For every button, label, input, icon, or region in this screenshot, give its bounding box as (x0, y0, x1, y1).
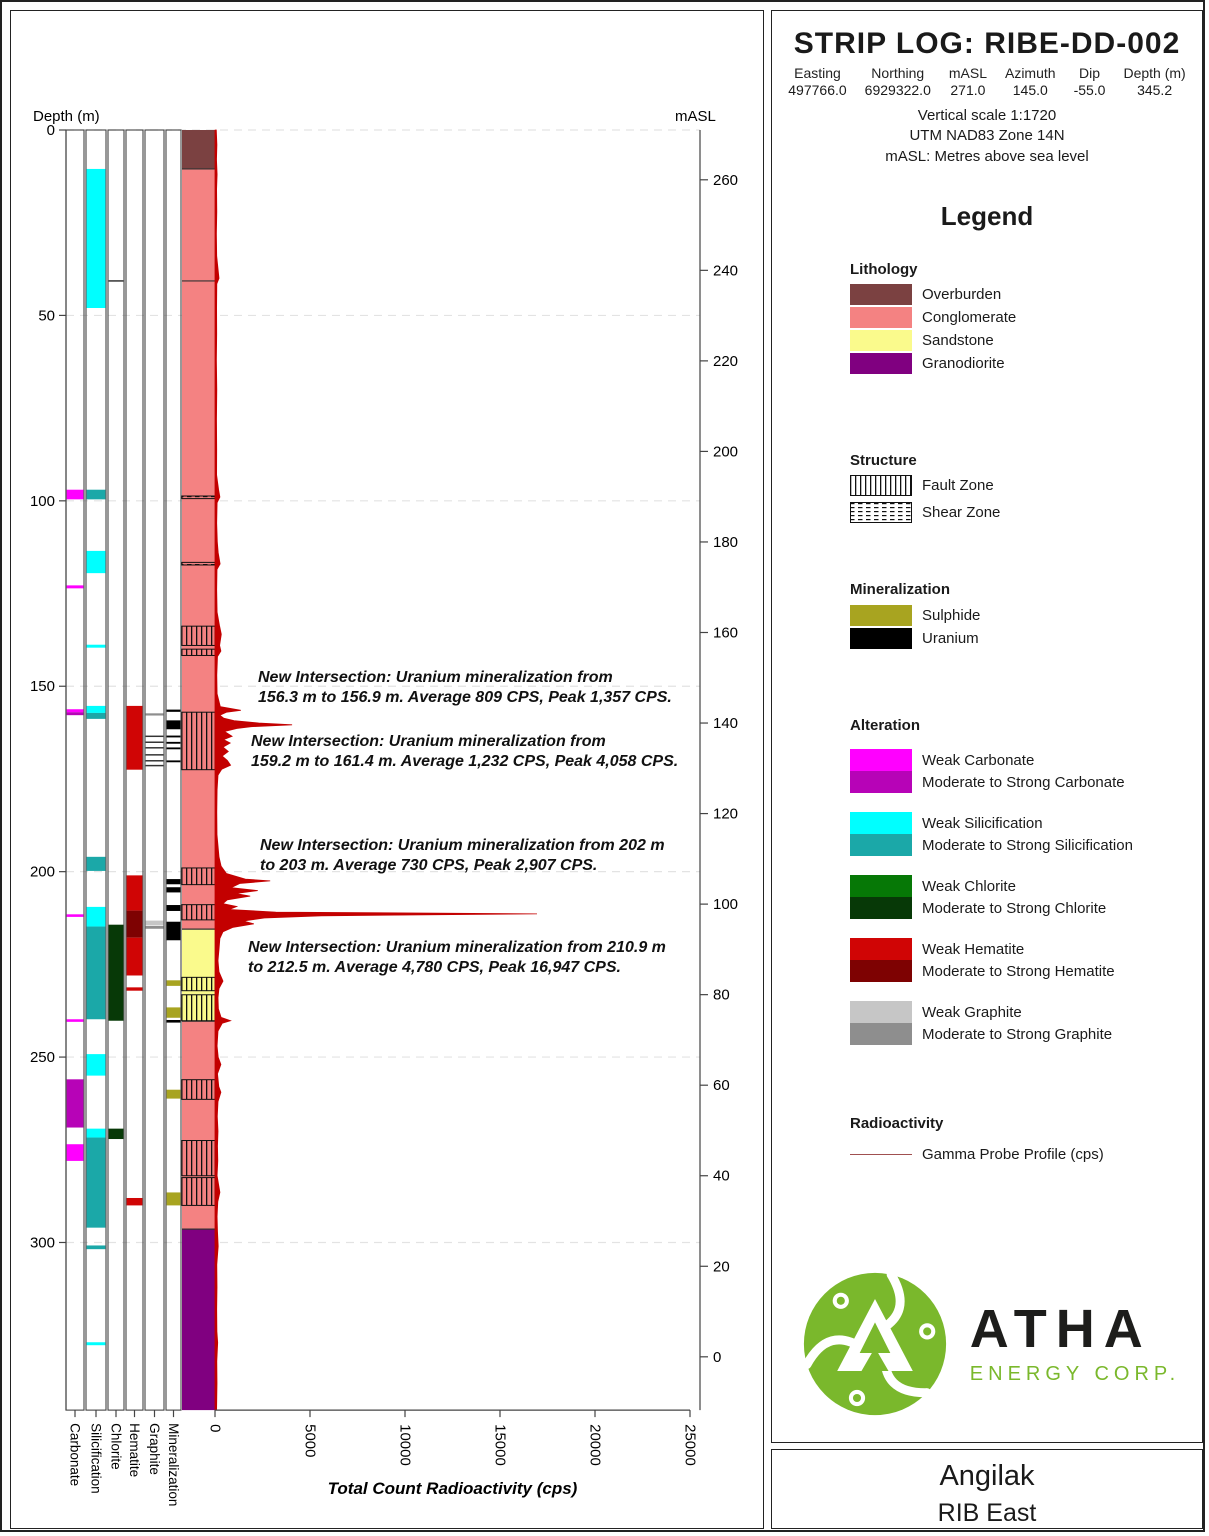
masl-tick-label: 260 (713, 171, 739, 189)
hole-info-value: 6929322.0 (864, 82, 931, 98)
masl-axis-title: mASL (675, 108, 716, 125)
alteration-pair-labels (922, 875, 1106, 919)
legend-items (850, 749, 1190, 1045)
hole-info-value: 271.0 (950, 82, 986, 98)
silicification-interval (87, 857, 106, 871)
silicification-interval (87, 1138, 106, 1228)
silicification-interval (87, 1129, 106, 1138)
structure-fault (182, 712, 215, 769)
weak-label: Weak Hematite (922, 940, 1025, 958)
scale-note-masl: mASL: Metres above sea level (885, 147, 1089, 165)
legend-item-label: Gamma Probe Profile (cps) (922, 1146, 1104, 1163)
legend-item-label: Fault Zone (922, 477, 994, 494)
annotation-line: 159.2 m to 161.4 m. Average 1,232 CPS, Peak 4,058 CPS. (251, 752, 679, 770)
mineralization-interval (167, 879, 181, 884)
masl-tick-label: 240 (713, 262, 739, 280)
legend-item (850, 628, 1190, 649)
legend-item-pair (850, 812, 1190, 856)
carbonate-interval (67, 1144, 84, 1161)
chlorite-interval (109, 280, 124, 281)
masl-tick-label: 180 (713, 533, 739, 551)
graphite-interval (146, 926, 164, 929)
strip-log-panel (10, 10, 764, 1529)
strong-swatch (850, 960, 912, 982)
legend-item (850, 284, 1190, 305)
alteration-pair-swatch (850, 812, 912, 856)
radioactivity-tick-label: 20000 (586, 1424, 604, 1466)
annotation-line: 156.3 m to 156.9 m. Average 809 CPS, Peak 1,357 CPS. (258, 688, 672, 706)
weak-swatch (850, 1001, 912, 1023)
hole-info-field (856, 65, 940, 98)
hole-info-label: Northing (871, 65, 925, 81)
legend-section-title: Structure (850, 452, 917, 469)
carbonate-interval (67, 1079, 84, 1127)
strong-swatch (850, 1023, 912, 1045)
legend-item-label: Sandstone (922, 332, 994, 349)
graphite-interval (146, 713, 164, 715)
structure-fault (182, 1178, 215, 1206)
track-label-hematite: Hematite (127, 1423, 142, 1478)
legend-items (850, 605, 1190, 649)
depth-tick-label: 100 (29, 492, 55, 510)
track-label-graphite: Graphite (147, 1423, 162, 1475)
legend-item-label: Shear Zone (922, 504, 1001, 521)
legend-item (850, 502, 1190, 523)
masl-tick-label: 0 (713, 1348, 722, 1366)
structure-fault (182, 905, 215, 920)
radioactivity-tick-label: 15000 (491, 1424, 509, 1466)
masl-tick-label: 220 (713, 352, 739, 370)
silicification-interval (87, 551, 106, 573)
alteration-pair-swatch (850, 1001, 912, 1045)
alteration-pair-swatch (850, 749, 912, 793)
weak-swatch (850, 875, 912, 897)
intersection-annotation (248, 938, 666, 977)
strong-label: Moderate to Strong Graphite (922, 1025, 1113, 1043)
track-label-chlorite: Chlorite (108, 1423, 124, 1470)
structure-fault (182, 626, 215, 645)
track-graphite (145, 130, 164, 1410)
graphite-interval (146, 921, 164, 925)
mineralization-interval (167, 1192, 181, 1205)
depth-tick-label: 250 (29, 1049, 55, 1067)
hole-info-field (779, 65, 855, 98)
logo-company-name: ATHA (969, 1299, 1152, 1359)
silicification-interval (87, 645, 106, 648)
lithology-swatch (850, 330, 912, 351)
legend-item-label: Overburden (922, 286, 1002, 303)
silicification-interval (87, 713, 106, 719)
weak-label: Weak Carbonate (922, 751, 1035, 769)
graphite-interval (146, 747, 164, 748)
track-mineralization (166, 130, 181, 1410)
legend-section-alteration (850, 717, 1190, 1064)
structure-shear (182, 496, 215, 499)
lithology-swatch (850, 353, 912, 374)
carbonate-interval (67, 914, 84, 917)
scale-note-utm: UTM NAD83 Zone 14N (909, 127, 1065, 145)
gamma-line-swatch (850, 1154, 912, 1155)
masl-tick-label: 100 (713, 896, 739, 914)
weak-swatch (850, 938, 912, 960)
legend-item-label: Sulphide (922, 607, 981, 624)
depth-tick-label: 300 (29, 1234, 55, 1252)
masl-tick-label: 200 (713, 443, 739, 461)
hole-info-value: 497766.0 (788, 82, 847, 98)
lithology-swatch (850, 307, 912, 328)
silicification-interval (87, 169, 106, 308)
legend-item (850, 475, 1190, 496)
hole-info-value: -55.0 (1073, 82, 1106, 98)
carbonate-interval (67, 1019, 84, 1022)
structure-fault (182, 995, 215, 1021)
alteration-pair-swatch (850, 938, 912, 982)
legend-item-pair (850, 938, 1190, 982)
legend-items (850, 475, 1190, 523)
annotation-line: New Intersection: Uranium mineralization from 202 m (260, 837, 665, 854)
fault-zone-swatch (850, 475, 912, 496)
mineralization-interval (167, 1090, 181, 1099)
weak-swatch (850, 812, 912, 834)
annotation-line: New Intersection: Uranium mineralization from (251, 733, 606, 750)
graphite-interval (146, 736, 164, 737)
masl-tick-label: 120 (713, 805, 739, 823)
legend-item-pair (850, 1001, 1190, 1045)
silicification-interval (87, 490, 106, 500)
silicification-interval (87, 927, 106, 1020)
atha-logo-icon (794, 1263, 956, 1425)
mineralization-interval (167, 887, 181, 892)
hole-info-label: mASL (948, 65, 987, 81)
lithology-granodiorite (182, 1229, 215, 1410)
info-panel (771, 10, 1203, 1443)
mineralization-interval (167, 905, 181, 911)
hole-info-field (1114, 65, 1194, 98)
chlorite-interval (109, 925, 124, 1021)
masl-tick-label: 60 (713, 1077, 730, 1095)
silicification-interval (87, 907, 106, 927)
hole-info-label: Easting (794, 65, 841, 81)
legend-section-radioactivity (850, 1115, 1190, 1163)
legend-title: Legend (940, 201, 1034, 231)
track-label-carbonate: Carbonate (67, 1423, 83, 1487)
legend-section-mineralization (850, 581, 1190, 651)
carbonate-interval (67, 712, 84, 715)
legend-section-title: Radioactivity (850, 1115, 944, 1132)
graphite-interval (146, 765, 164, 766)
hole-info-field (1065, 65, 1115, 98)
mineralization-interval (167, 742, 181, 744)
mineralization-swatch (850, 628, 912, 649)
hole-info-value: 345.2 (1137, 82, 1173, 98)
alteration-pair-labels (922, 812, 1133, 856)
alteration-pair-labels (922, 938, 1115, 982)
radioactivity-tick-label: 25000 (681, 1424, 699, 1466)
hole-info-value: 145.0 (1012, 82, 1048, 98)
hole-info-field (940, 65, 996, 98)
depth-tick-label: 150 (29, 678, 55, 696)
hematite-interval (127, 938, 143, 976)
legend-section-title: Alteration (850, 717, 921, 734)
legend-items (850, 1146, 1190, 1163)
strong-label: Moderate to Strong Chlorite (922, 899, 1107, 917)
strong-label: Moderate to Strong Silicification (922, 836, 1133, 854)
structure-shear (182, 562, 215, 565)
radioactivity-tick-label: 0 (206, 1424, 224, 1433)
annotation-line: to 212.5 m. Average 4,780 CPS, Peak 16,947 CPS. (248, 958, 621, 976)
depth-tick-label: 50 (38, 307, 55, 325)
structure-fault (182, 868, 215, 885)
hole-info-label: Depth (m) (1123, 65, 1186, 81)
depth-axis-title: Depth (m) (33, 108, 100, 125)
mineralization-swatch (850, 605, 912, 626)
graphite-interval (146, 760, 164, 761)
structure-fault (182, 649, 215, 655)
depth-tick-label: 200 (29, 863, 55, 881)
lithology-conglomerate (182, 169, 215, 929)
structure-fault (182, 1141, 215, 1176)
track-label-silicification: Silicification (88, 1423, 104, 1494)
legend-item (850, 307, 1190, 328)
intersection-annotation (258, 668, 672, 707)
scale-notes (772, 106, 1202, 167)
weak-label: Weak Chlorite (922, 877, 1016, 895)
logo-company-subtitle: ENERGY CORP. (969, 1363, 1181, 1385)
mineralization-interval (167, 922, 181, 941)
silicification-interval (87, 1054, 106, 1076)
mineralization-interval (167, 980, 181, 986)
depth-tick-label: 0 (46, 122, 55, 139)
mineralization-interval (167, 720, 181, 729)
mineralization-interval (167, 747, 181, 749)
track-chlorite (108, 130, 124, 1410)
weak-label: Weak Graphite (922, 1003, 1022, 1021)
strong-label: Moderate to Strong Carbonate (922, 773, 1125, 791)
hematite-interval (127, 987, 143, 990)
hole-info-table (772, 65, 1202, 98)
legend-item-pair (850, 875, 1190, 919)
mineralization-interval (167, 1007, 181, 1017)
page-title: STRIP LOG: RIBE-DD-002 (793, 27, 1181, 60)
hematite-interval (127, 875, 143, 910)
graphite-interval (146, 741, 164, 742)
lithology-swatch (850, 284, 912, 305)
mineralization-interval (167, 736, 181, 738)
logo-text (969, 1299, 1181, 1386)
hematite-interval (127, 706, 143, 770)
radioactivity-tick-label: 10000 (396, 1424, 414, 1466)
shear-zone-swatch (850, 502, 912, 523)
silicification-interval (87, 1342, 106, 1345)
chlorite-interval (109, 1129, 124, 1139)
legend-section-lithology (850, 261, 1190, 376)
legend-item (850, 605, 1190, 626)
masl-tick-label: 160 (713, 624, 739, 642)
legend-section-title: Lithology (850, 261, 918, 278)
masl-tick-label: 140 (713, 715, 739, 733)
legend-section-structure (850, 452, 1190, 529)
strong-swatch (850, 771, 912, 793)
silicification-interval (87, 1245, 106, 1249)
hematite-interval (127, 1198, 143, 1205)
strong-swatch (850, 834, 912, 856)
strong-label: Moderate to Strong Hematite (922, 962, 1115, 980)
legend-item-label: Conglomerate (922, 309, 1017, 326)
track-carbonate (66, 130, 84, 1410)
legend-section-title: Mineralization (850, 581, 951, 598)
track-hematite (126, 130, 143, 1410)
weak-swatch (850, 749, 912, 771)
mineralization-interval (167, 760, 181, 762)
annotation-line: to 203 m. Average 730 CPS, Peak 2,907 CPS. (260, 856, 598, 874)
masl-tick-label: 20 (713, 1258, 730, 1276)
annotation-line: New Intersection: Uranium mineralization from 210.9 m (248, 939, 666, 956)
alteration-pair-swatch (850, 875, 912, 919)
hole-info-label: Dip (1079, 65, 1101, 81)
legend-items (850, 284, 1190, 374)
hole-info-field (996, 65, 1065, 98)
silicification-interval (87, 706, 106, 713)
company-logo (772, 1263, 1202, 1425)
legend-item (850, 1146, 1190, 1163)
project-footer (771, 1449, 1203, 1529)
intersection-annotation (251, 732, 678, 771)
legend-item (850, 353, 1190, 374)
mineralization-interval (167, 1020, 181, 1023)
alteration-pair-labels (922, 1001, 1112, 1045)
lithology-overburden (182, 130, 215, 169)
legend-item (850, 330, 1190, 351)
strong-swatch (850, 897, 912, 919)
hematite-interval (127, 911, 143, 938)
carbonate-interval (67, 709, 84, 712)
scale-note-vertical: Vertical scale 1:1720 (917, 107, 1057, 124)
weak-label: Weak Silicification (922, 814, 1043, 832)
structure-fault (182, 977, 215, 990)
masl-tick-label: 80 (713, 986, 730, 1004)
alteration-pair-labels (922, 749, 1125, 793)
project-area: RIB East (937, 1499, 1037, 1527)
graphite-interval (146, 754, 164, 755)
legend-item-label: Granodiorite (922, 355, 1005, 372)
mineralization-interval (167, 710, 181, 712)
intersection-annotation (260, 836, 665, 875)
carbonate-interval (67, 585, 84, 588)
masl-tick-label: 40 (713, 1167, 730, 1185)
hole-info-label: Azimuth (1004, 65, 1056, 81)
legend-item-pair (850, 749, 1190, 793)
radioactivity-axis-title: Total Count Radioactivity (cps) (327, 1479, 578, 1499)
radioactivity-tick-label: 5000 (301, 1424, 319, 1458)
annotation-line: New Intersection: Uranium mineralization from (258, 669, 613, 686)
legend-item-label: Uranium (922, 630, 979, 647)
structure-fault (182, 1080, 215, 1100)
project-name: Angilak (939, 1460, 1035, 1492)
carbonate-interval (67, 490, 84, 500)
track-label-mineralization: Mineralization (166, 1423, 181, 1507)
